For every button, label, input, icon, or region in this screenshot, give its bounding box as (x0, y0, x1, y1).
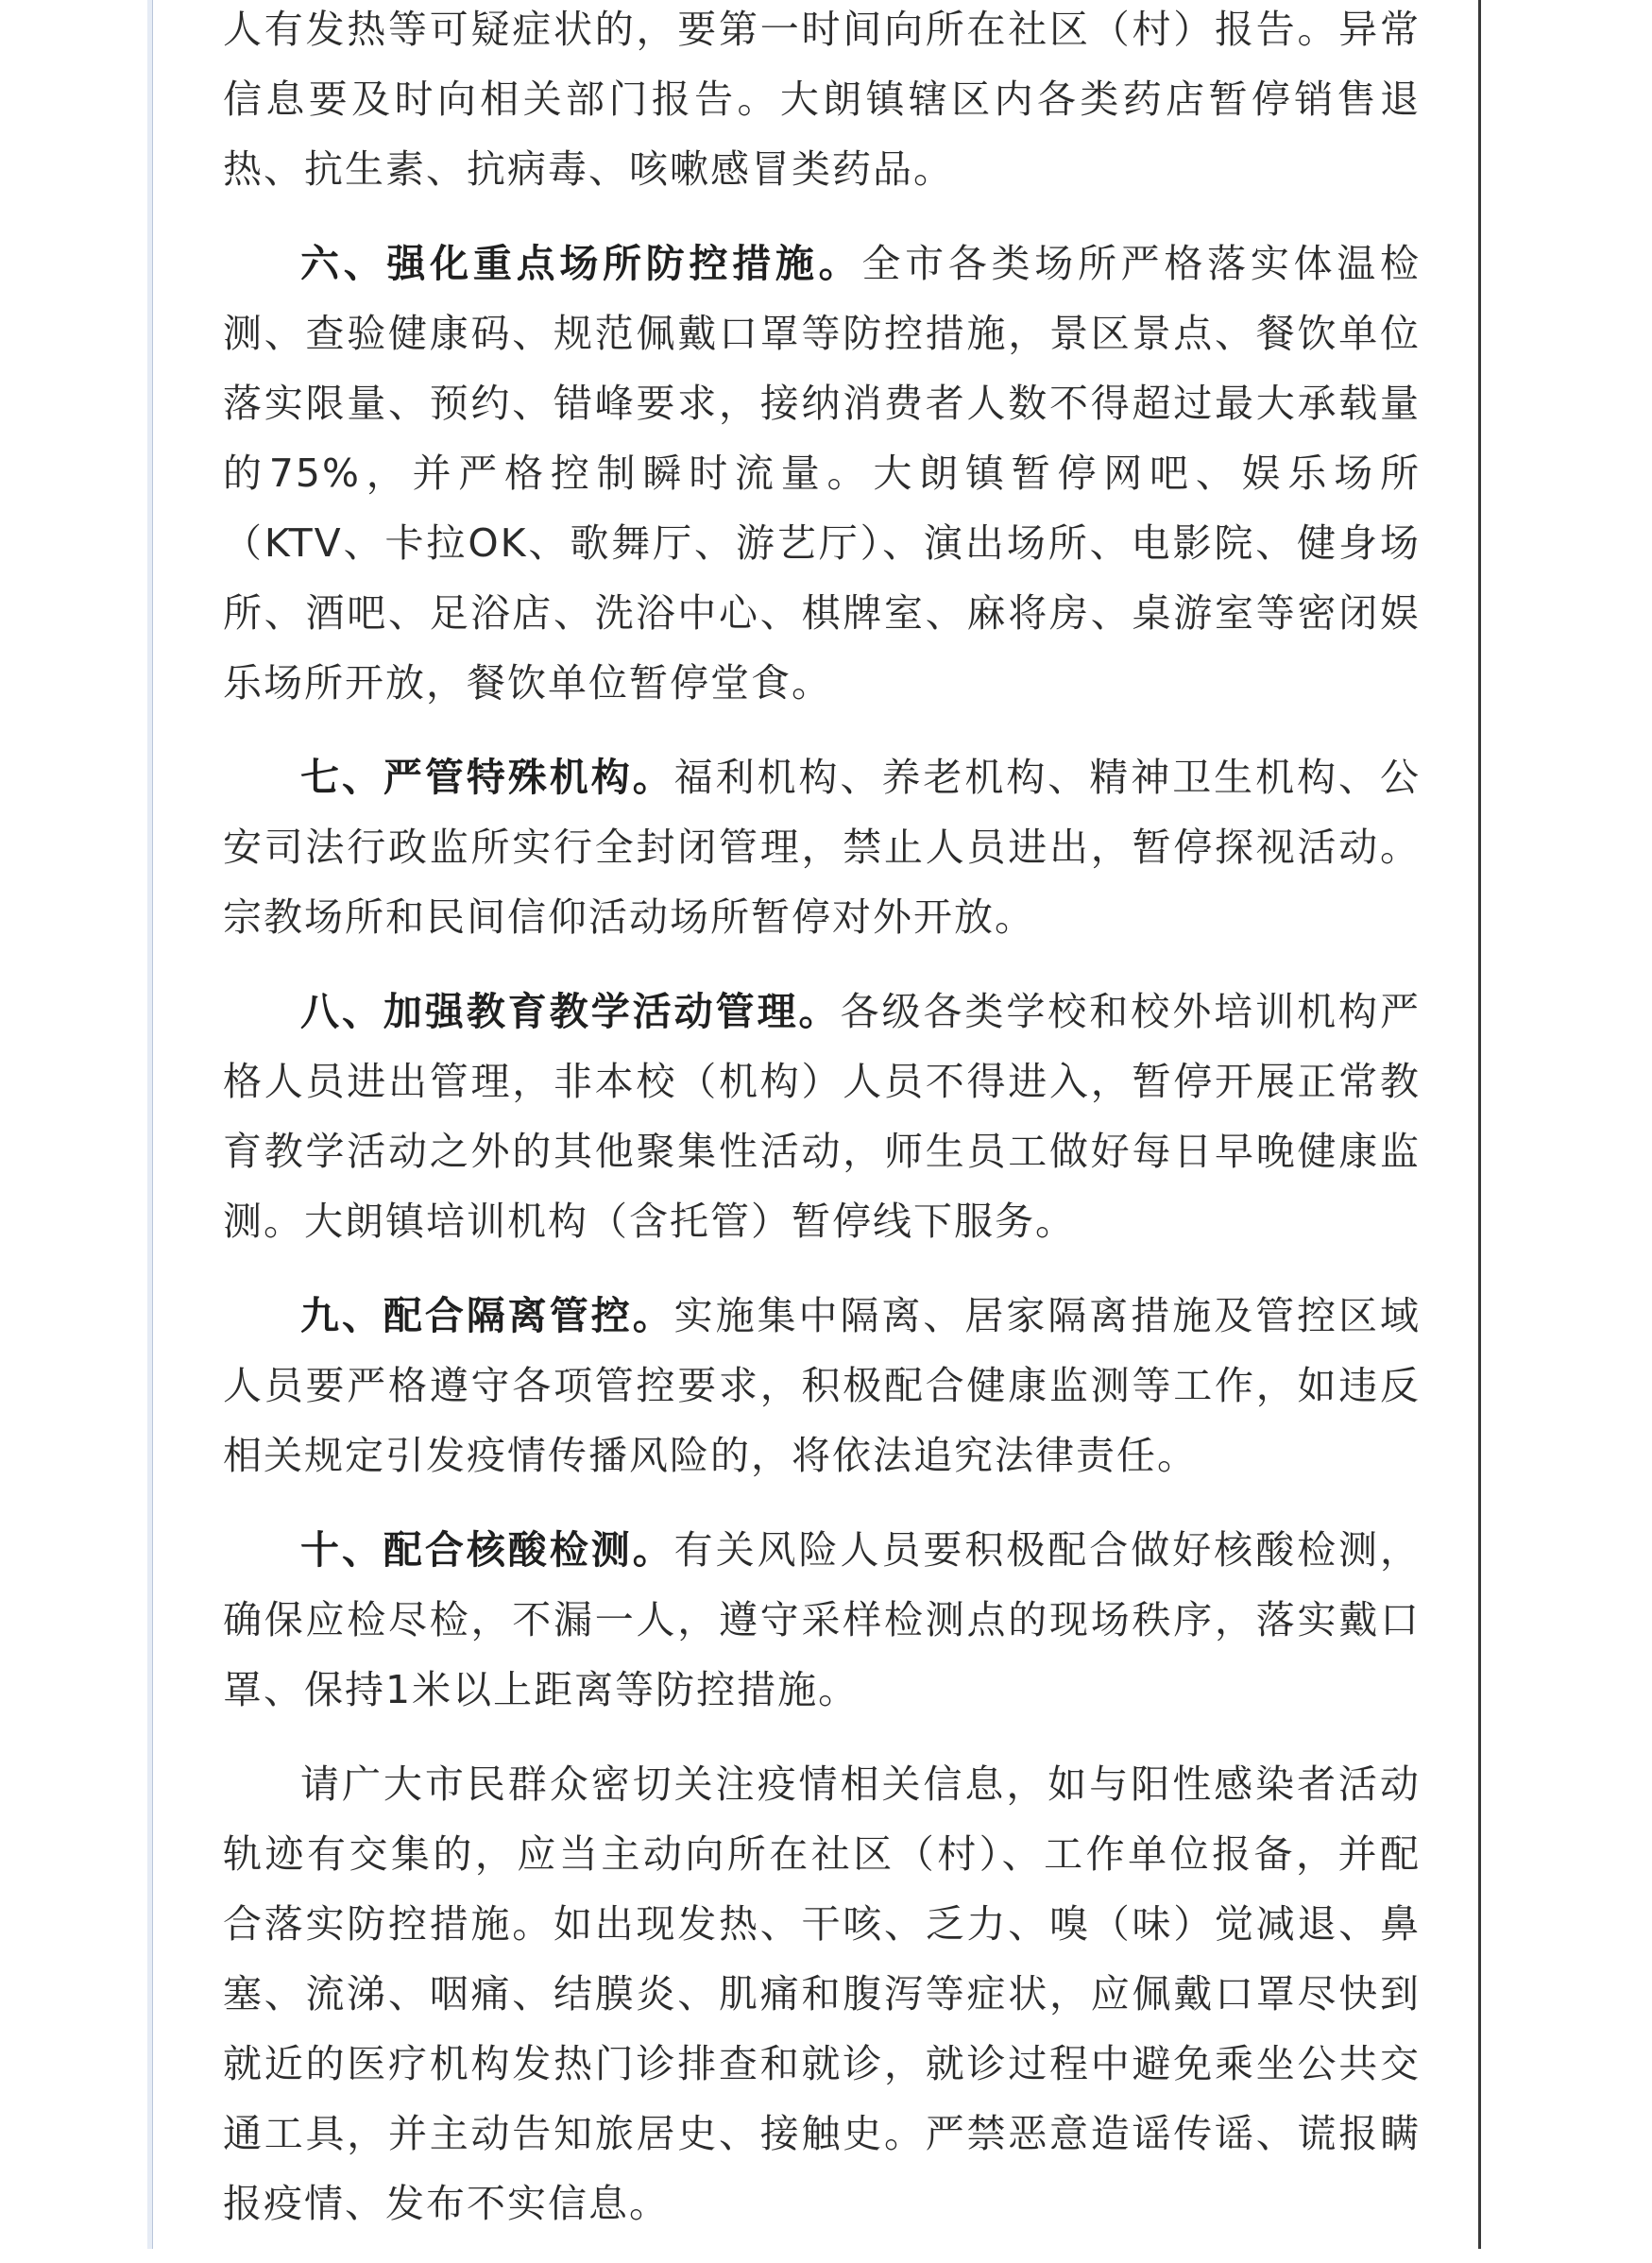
article-body (223, 0, 1421, 2263)
paragraph-section-6 (223, 229, 1421, 718)
paragraph-section-7 (223, 742, 1421, 952)
paragraph-text: 各级各类学校和校外培训机构严格人员进出管理，非本校（机构）人员不得进入，暂停开展正常教育教学活动之外的其他聚集性活动，师生员工做好每日早晚健康监测。大朗镇培训机构（含托管）暂停线下服务。 (223, 989, 1421, 1244)
paragraph-section-8 (223, 977, 1421, 1256)
paragraph-section-10 (223, 1515, 1421, 1725)
section-heading: 九、配合隔离管控。 (300, 1293, 674, 1338)
paragraph-text: 福利机构、养老机构、精神卫生机构、公安司法行政监所实行全封闭管理，禁止人员进出，暂停探视活动。宗教场所和民间信仰活动场所暂停对外开放。 (223, 755, 1422, 940)
paragraph-section-9 (223, 1281, 1421, 1490)
paragraph-text: 全市各类场所严格落实体温检测、查验健康码、规范佩戴口罩等防控措施，景区景点、餐饮单位落实限量、预约、错峰要求，接纳消费者人数不得超过最大承载量的75%，并严格控制瞬时流量。大朗镇暂停网吧、娱乐场所（KTV、卡拉OK、歌舞厅、游艺厅）、演出场所、电影院、健身场所、酒吧、足浴店、洗浴中心、棋牌室、麻将房、桌游室等密闭娱乐场所开放，餐饮单位暂停堂食。 (223, 241, 1421, 706)
section-heading: 八、加强教育教学活动管理。 (300, 989, 841, 1034)
section-heading: 十、配合核酸检测。 (300, 1527, 674, 1573)
left-border-line (147, 0, 153, 2249)
paragraph-closing-notice (223, 1749, 1421, 2238)
paragraph-text: 人有发热等可疑症状的，要第一时间向所在社区（村）报告。异常信息要及时向相关部门报告。大朗镇辖区内各类药店暂停销售退热、抗生素、抗病毒、咳嗽感冒类药品。 (223, 7, 1421, 192)
paragraph-text: 有关风险人员要积极配合做好核酸检测，确保应检尽检，不漏一人，遵守采样检测点的现场秩序，落实戴口罩、保持1米以上距离等防控措施。 (223, 1527, 1422, 1712)
right-border-line (1478, 0, 1481, 2249)
paragraph-continued (223, 0, 1421, 204)
section-heading: 七、严管特殊机构。 (300, 755, 674, 800)
section-heading: 六、强化重点场所防控措施。 (300, 241, 862, 286)
paragraph-text: 请广大市民群众密切关注疫情相关信息，如与阳性感染者活动轨迹有交集的，应当主动向所在社区（村）、工作单位报备，并配合落实防控措施。如出现发热、干咳、乏力、嗅（味）觉减退、鼻塞、流涕、咽痛、结膜炎、肌痛和腹泻等症状，应佩戴口罩尽快到就近的医疗机构发热门诊排查和就诊，就诊过程中避免乘坐公共交通工具，并主动告知旅居史、接触史。严禁恶意造谣传谣、谎报瞒报疫情、发布不实信息。 (223, 1761, 1421, 2226)
paragraph-text: 实施集中隔离、居家隔离措施及管控区域人员要严格遵守各项管控要求，积极配合健康监测等工作，如违反相关规定引发疫情传播风险的，将依法追究法律责任。 (223, 1293, 1422, 1478)
